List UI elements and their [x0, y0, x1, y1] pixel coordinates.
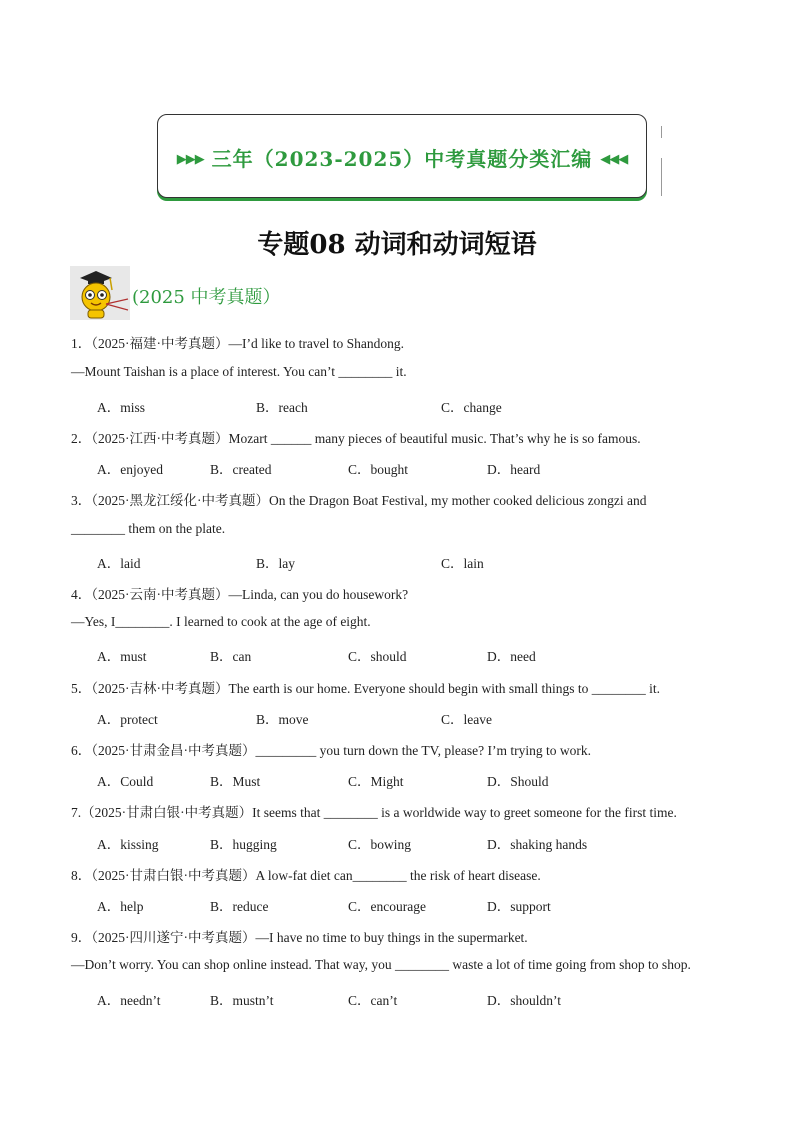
question-7-option-c[interactable]: C．bowing [348, 837, 412, 852]
question-5-option-b[interactable]: B．move [256, 712, 309, 727]
question-1-line-1: 1．（2025·福建·中考真题）—I’d like to travel to Shandong. [71, 336, 404, 351]
question-4-line-1: 4．（2025·云南·中考真题）—Linda, can you do housework? [71, 587, 409, 602]
banner-side-mark [661, 126, 664, 196]
question-1-option-c[interactable]: C．change [441, 400, 502, 415]
question-9-option-a[interactable]: A．needn’t [97, 993, 161, 1008]
question-6-line-1: 6．（2025·甘肃金昌·中考真题）_________ you turn down the TV, please? I’m trying to work. [71, 743, 591, 758]
question-8-option-a[interactable]: A．help [97, 899, 144, 914]
question-2-option-b[interactable]: B．created [210, 462, 272, 477]
question-2-line-1: 2．（2025·江西·中考真题）Mozart ______ many pieces of beautiful music. That’s why he is so famous. [71, 431, 641, 446]
question-8-option-b[interactable]: B．reduce [210, 899, 269, 914]
question-3-option-a[interactable]: A．laid [97, 556, 141, 571]
question-4-option-a[interactable]: A．must [97, 649, 147, 664]
question-6-option-c[interactable]: C．Might [348, 774, 404, 789]
question-9-line-1: 9．（2025·四川遂宁·中考真题）—I have no time to buy things in the supermarket. [71, 930, 528, 945]
question-6-option-b[interactable]: B．Must [210, 774, 261, 789]
question-7-option-b[interactable]: B．hugging [210, 837, 277, 852]
question-8-option-d[interactable]: D．support [487, 899, 551, 914]
question-8-option-c[interactable]: C．encourage [348, 899, 426, 914]
question-7-option-a[interactable]: A．kissing [97, 837, 159, 852]
question-9-option-c[interactable]: C．can’t [348, 993, 398, 1008]
page-title: 专题08 动词和动词短语 [257, 230, 537, 260]
question-3-option-b[interactable]: B．lay [256, 556, 295, 571]
question-1-option-a[interactable]: A．miss [97, 400, 146, 415]
question-9-option-d[interactable]: D．shouldn’t [487, 993, 562, 1008]
question-5-option-a[interactable]: A．protect [97, 712, 158, 727]
question-2-option-c[interactable]: C．bought [348, 462, 409, 477]
question-8-line-1: 8．（2025·甘肃白银·中考真题）A low-fat diet can________ the risk of heart disease. [71, 868, 541, 883]
question-3-line-2: ________ them on the plate. [71, 521, 226, 536]
question-4-line-2: —Yes, I________. I learned to cook at the age of eight. [71, 614, 371, 629]
question-5-option-c[interactable]: C．leave [441, 712, 492, 727]
question-2-option-a[interactable]: A．enjoyed [97, 462, 163, 477]
question-9-line-2: —Don’t worry. You can shop online instead. That way, you ________ waste a lot of time going from shop to shop. [71, 957, 691, 972]
question-1-line-2: —Mount Taishan is a place of interest. You can’t ________ it. [71, 364, 407, 379]
mascot-scholar-icon [70, 266, 130, 320]
question-2-option-d[interactable]: D．heard [487, 462, 541, 477]
question-6-option-a[interactable]: A．Could [97, 774, 154, 789]
section-heading: (2025 中考真题） [132, 287, 281, 308]
banner-arrows-right-icon: ◀◀◀ [600, 152, 628, 167]
banner-title [158, 143, 646, 172]
question-3-option-c[interactable]: C．lain [441, 556, 484, 571]
question-5-line-1: 5．（2025·吉林·中考真题）The earth is our home. Everyone should begin with small things to ________ it. [71, 681, 661, 696]
banner-arrows-left-icon: ▶▶▶ [176, 152, 204, 167]
question-4-option-d[interactable]: D．need [487, 649, 536, 664]
question-7-option-d[interactable]: D．shaking hands [487, 837, 588, 852]
question-9-option-b[interactable]: B．mustn’t [210, 993, 274, 1008]
question-1-option-b[interactable]: B．reach [256, 400, 308, 415]
question-7-line-1: 7.（2025·甘肃白银·中考真题）It seems that ________ is a worldwide way to greet someone for the first time. [71, 805, 677, 820]
question-6-option-d[interactable]: D．Should [487, 774, 549, 789]
question-4-option-c[interactable]: C．should [348, 649, 407, 664]
question-3-line-1: 3．（2025·黑龙江绥化·中考真题）On the Dragon Boat Festival, my mother cooked delicious zongzi and [71, 493, 647, 508]
banner-label: 三年（2023-2025）中考真题分类汇编 [211, 147, 593, 171]
question-4-option-b[interactable]: B．can [210, 649, 252, 664]
series-banner [157, 114, 647, 198]
